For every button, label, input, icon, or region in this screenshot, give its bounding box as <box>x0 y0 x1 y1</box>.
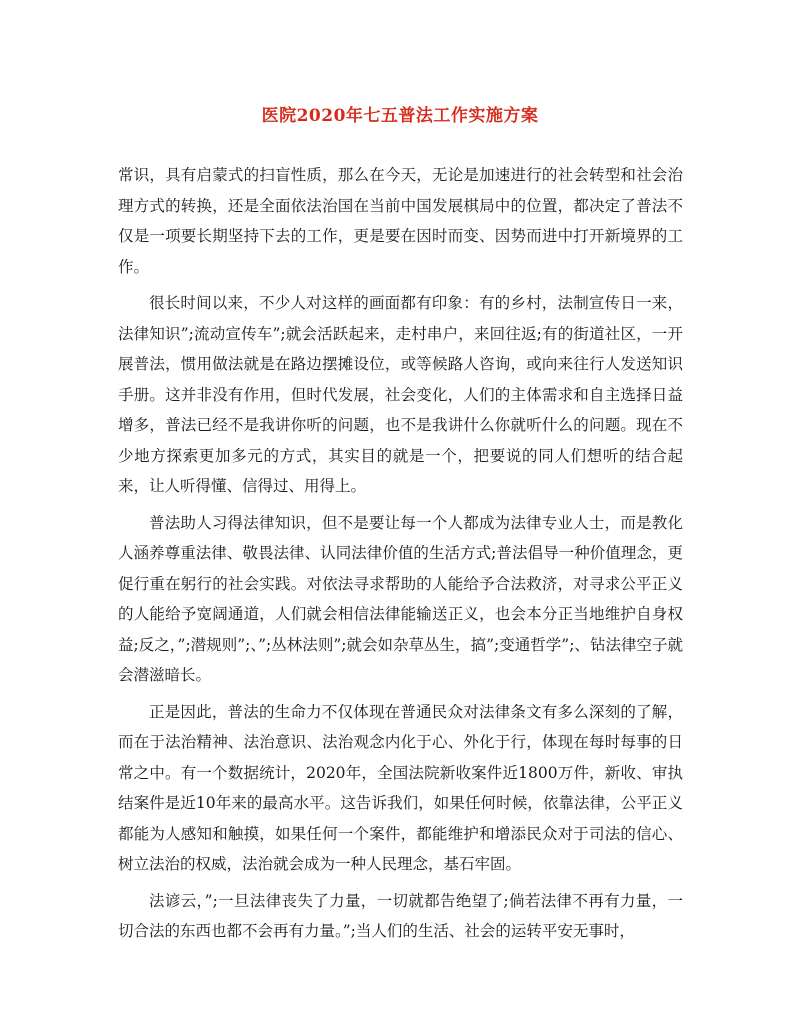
paragraph-4: 正是因此，普法的生命力不仅体现在普通民众对法律条文有多么深刻的了解，而在于法治精神、法治意识、法治观念内化于心、外化于行，体现在每时每事的日常之中。有一个数据统计，2020年，全国法院新收案件近1800万件，新收、审执结案件是近10年来的最高水平。这告诉我们，如果任何时候，依靠法律，公平正义都能为人感知和触摸，如果任何一个案件，都能维护和增添民众对于司法的信心、树立法治的权威，法治就会成为一种人民理念，基石牢固。 <box>118 702 683 873</box>
document-title: 医院2020年七五普法工作实施方案 <box>261 106 539 126</box>
paragraph-1: 常识，具有启蒙式的扫盲性质，那么在今天，无论是加速进行的社会转型和社会治理方式的转换，还是全面依法治国在当前中国发展棋局中的位置，都决定了普法不仅是一项要长期坚持下去的工作，更是要在因时而变、因势而进中打开新境界的工作。 <box>118 166 683 276</box>
paragraph-5: 法谚云，”;一旦法律丧失了力量，一切就都告绝望了;倘若法律不再有力量，一切合法的东西也都不会再有力量。”;当人们的生活、社会的运转平安无事时， <box>118 891 683 940</box>
paragraph-2: 很长时间以来，不少人对这样的画面都有印象：有的乡村，法制宣传日一来，法律知识”;流动宣传车”;就会活跃起来，走村串户，来回往返;有的街道社区，一开展普法，惯用做法就是在路边摆摊设位，或等候路人咨询，或向来往行人发送知识手册。这并非没有作用，但时代发展，社会变化，人们的主体需求和自主选择日益增多，普法已经不是我讲你听的问题，也不是我讲什么你就听什么的问题。现在不少地方探索更加多元的方式，其实目的就是一个，把要说的同人们想听的结合起来，让人听得懂、信得过、用得上。 <box>118 294 683 495</box>
paragraph-3: 普法助人习得法律知识，但不是要让每一个人都成为法律专业人士，而是教化人涵养尊重法律、敬畏法律、认同法律价值的生活方式;普法倡导一种价值理念，更促行重在躬行的社会实践。对依法寻求帮助的人能给予合法救济，对寻求公平正义的人能给予宽阔通道，人们就会相信法律能输送正义，也会本分正当地维护自身权益;反之，”;潜规则”;、”;丛林法则”;就会如杂草丛生，搞”;变通哲学”;、钻法律空子就会潜滋暗长。 <box>118 513 683 684</box>
document-body <box>118 160 683 953</box>
